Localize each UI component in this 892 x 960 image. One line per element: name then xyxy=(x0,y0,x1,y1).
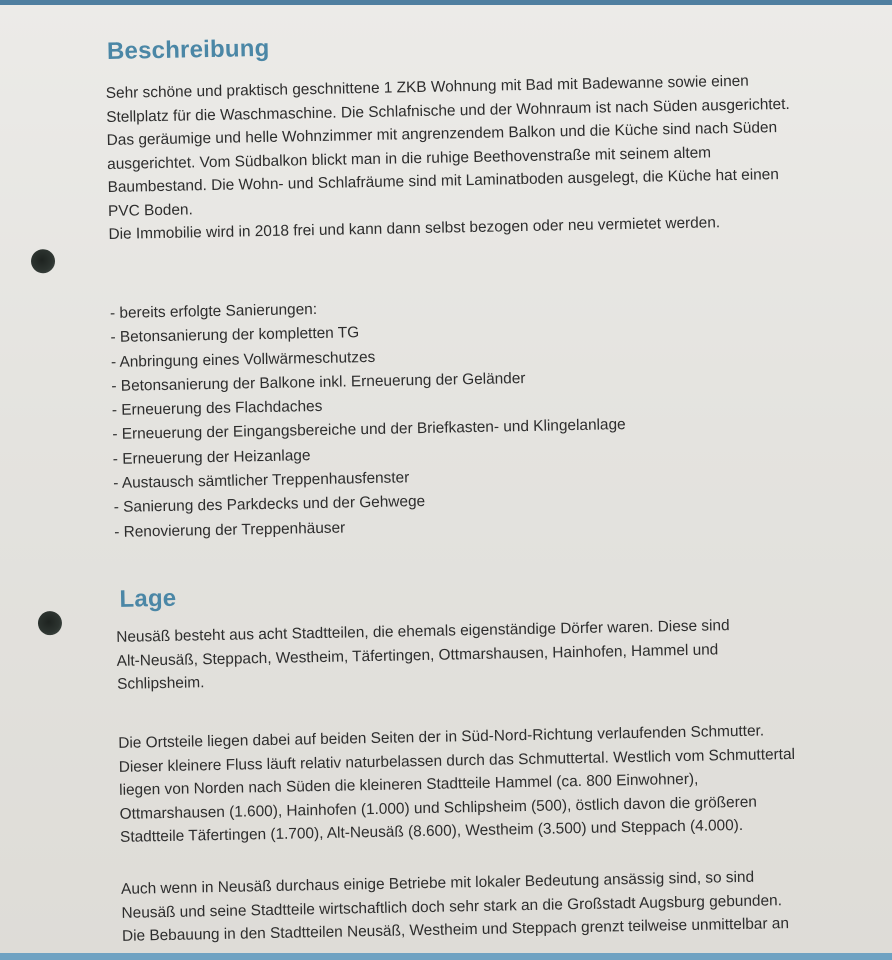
text-line: ausgerichtet. Vom Südbalkon blickt man in die ruhige Beethovenstraße mit seinem altem xyxy=(107,143,712,173)
text-line: Dieser kleinere Fluss läuft relativ naturbelassen durch das Schmuttertal. Westlich vom Schmuttertal xyxy=(118,745,796,776)
text-line: Die Ortsteile liegen dabei auf beiden Seiten der in Süd-Nord-Richtung verlaufenden Schmutter. xyxy=(118,722,765,752)
list-item: - Betonsanierung der kompletten TG xyxy=(110,324,360,347)
text-line: PVC Boden. xyxy=(107,200,193,220)
punch-hole-top xyxy=(31,249,55,273)
lage-paragraph-3 xyxy=(121,863,882,948)
text-line: Neusäß besteht aus acht Stadtteilen, die ehemals eigenständige Dörfer waren. Diese sind xyxy=(116,617,730,646)
text-line: Alt-Neusäß, Steppach, Westheim, Täfertingen, Ottmarshausen, Hainhofen, Hammel und xyxy=(116,640,719,670)
text-line: Stellplatz für die Waschmaschine. Die Schlafnische und der Wohnraum ist nach Süden ausgerichtet. xyxy=(106,95,790,126)
text-line: Auch wenn in Neusäß durchaus einige Betriebe mit lokaler Bedeutung ansässig sind, so sind xyxy=(120,868,755,898)
text-line: Die Bebauung in den Stadtteilen Neusäß, Westheim und Steppach grenzt teilweise unmittelbar an xyxy=(121,915,790,945)
text-line: Schlipsheim. xyxy=(116,674,205,693)
beschreibung-text xyxy=(106,67,869,246)
list-item: - Anbringung eines Vollwärmeschutzes xyxy=(110,348,376,371)
list-item: - Erneuerung der Eingangsbereiche und der Briefkasten- und Klingelanlage xyxy=(112,416,626,444)
text-line: Die Immobilie wird in 2018 frei und kann dann selbst bezogen oder neu vermietet werden. xyxy=(108,214,721,243)
text-line: Stadtteile Täfertingen (1.700), Alt-Neusäß (8.600), Westheim (3.500) und Steppach (4.000). xyxy=(119,816,744,846)
list-item: - Betonsanierung der Balkone inkl. Erneuerung der Geländer xyxy=(111,369,526,395)
list-item: - Erneuerung des Flachdaches xyxy=(111,398,323,420)
list-item: - Erneuerung der Heizanlage xyxy=(112,446,311,468)
lage-paragraph-1 xyxy=(116,611,877,696)
heading-beschreibung: Beschreibung xyxy=(106,34,270,65)
sanierungen-list xyxy=(110,287,875,545)
lage-paragraph-2 xyxy=(118,717,880,849)
text-line: Das geräumige und helle Wohnzimmer mit angrenzendem Balkon und die Küche sind nach Süden xyxy=(106,119,778,149)
heading-lage: Lage xyxy=(119,584,177,613)
list-item: - Sanierung des Parkdecks und der Gehwege xyxy=(113,493,426,517)
punch-hole-bottom xyxy=(38,611,62,635)
text-line: Sehr schöne und praktisch geschnittene 1 ZKB Wohnung mit Bad mit Badewanne sowie einen xyxy=(105,72,749,102)
text-line: liegen von Norden nach Süden die kleineren Stadtteile Hammel (ca. 800 Einwohner), xyxy=(119,770,699,799)
list-item: - Austausch sämtlicher Treppenhausfenster xyxy=(113,469,410,492)
list-item: - bereits erfolgte Sanierungen: xyxy=(109,300,318,322)
bottom-edge-strip xyxy=(0,953,892,960)
text-line: Baumbestand. Die Wohn- und Schlafräume sind mit Laminatboden ausgelegt, die Küche hat einen xyxy=(107,166,780,196)
text-line: Neusäß und seine Stadtteile wirtschaftlich doch sehr stark an die Großstadt Augsburg gebunden. xyxy=(121,891,783,922)
list-item: - Renovierung der Treppenhäuser xyxy=(114,519,346,541)
text-line: Ottmarshausen (1.600), Hainhofen (1.000) und Schlipsheim (500), östlich davon die größeren xyxy=(119,793,758,823)
